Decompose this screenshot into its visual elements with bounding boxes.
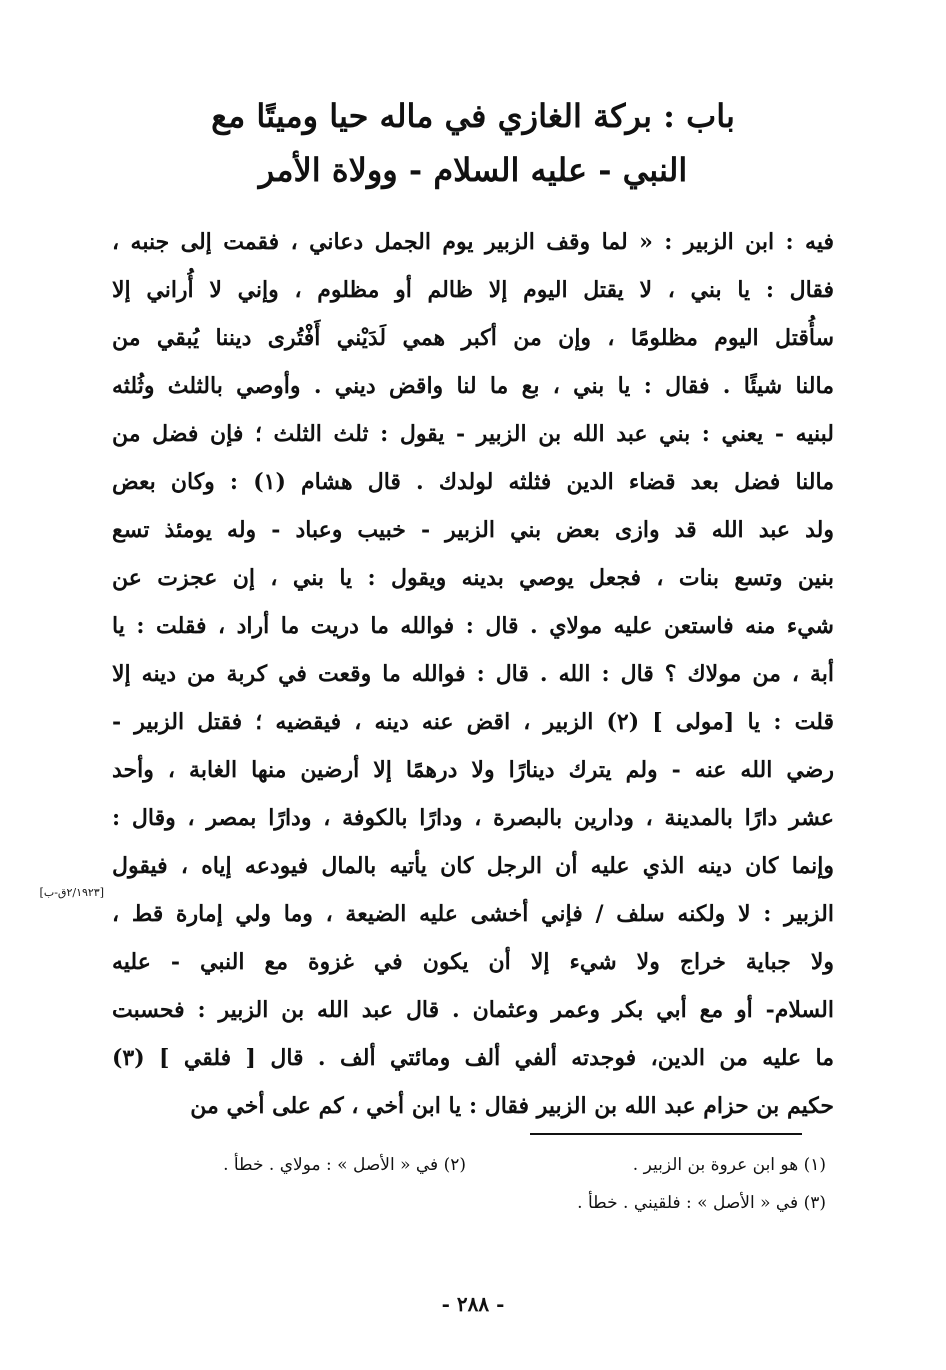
- text-line: أبة ، من مولاك ؟ قال : الله . قال : فوالله ما وقعت في كربة من دينه إلا: [112, 661, 834, 687]
- chapter-title-line-2: النبي - عليه السلام - وولاة الأمر: [258, 151, 688, 189]
- text-line: شيء منه فاستعن عليه مولاي . قال : فوالله ما دريت ما أراد ، فقلت : يا: [112, 613, 834, 639]
- chapter-title-line-1: باب : بركة الغازي في ماله حيا وميتًا مع: [211, 97, 735, 135]
- text-line: حكيم بن حزام عبد الله بن الزبير فقال : يا ابن أخي ، كم على أخي من: [190, 1093, 834, 1119]
- text-line: عشر دارًا بالمدينة ، ودارين بالبصرة ، ودارًا بالكوفة ، ودارًا بمصر ، وقال :: [112, 805, 834, 831]
- text-line: فيه : ابن الزبير : « لما وقف الزبير يوم الجمل دعاني ، فقمت إلى جنبه ،: [112, 229, 834, 255]
- page-number: - ٢٨٨ -: [441, 1292, 505, 1316]
- text-line: وإنما كان دينه الذي عليه أن الرجل كان يأتيه بالمال فيودعه إياه ، فيقول: [112, 853, 834, 879]
- text-line: السلام- أو مع أبي بكر وعمر وعثمان . قال عبد الله بن الزبير : فحسبت: [112, 997, 834, 1023]
- text-line: مالنا فضل بعد قضاء الدين فثلثه لولدك . قال هشام (١) : وكان بعض: [112, 469, 834, 495]
- text-line: ما عليه من الدين، فوجدته ألفي ألف ومائتي ألف . قال [ فلقي ] (٣): [112, 1045, 834, 1071]
- footnote-2: (٢) في « الأصل » : مولاي . خطأ .: [223, 1155, 466, 1175]
- footnote-separator: [530, 1133, 802, 1135]
- text-line: ولا جباية خراج ولا شيء إلا أن يكون في غزوة مع النبي - عليه: [112, 949, 834, 975]
- footnote-1: (١) هو ابن عروة بن الزبير .: [632, 1155, 826, 1175]
- text-line: بنين وتسع بنات ، فجعل يوصي بدينه ويقول : يا بني ، إن عجزت عن: [112, 565, 834, 591]
- text-line: قلت : يا [مولى ] (٢) الزبير ، اقض عنه دينه ، فيقضيه ؛ فقتل الزبير -: [112, 709, 834, 735]
- manuscript-folio-note: [٢/١٩٢٣ق-ب]: [39, 886, 104, 899]
- hadith-text: [112, 218, 834, 1130]
- text-line: ولد عبد الله قد وازى بعض بني الزبير - خبيب وعباد - وله يومئذ تسع: [112, 517, 834, 543]
- text-line: لبنيه - يعني : بني عبد الله بن الزبير - يقول : ثلث الثلث ؛ فإن فضل من: [112, 421, 834, 447]
- text-line: فقال : يا بني ، لا يقتل اليوم إلا ظالم أو مظلوم ، وإني لا أُراني إلا: [112, 277, 834, 303]
- text-line: مالنا شيئًا . فقال : يا بني ، بع ما لنا واقض ديني . وأوصي بالثلث وثُلثه: [112, 373, 834, 399]
- text-line: الزبير : لا ولكنه سلف / فإني أخشى عليه الضيعة ، وما ولي إمارة قط ،: [112, 901, 834, 927]
- footnote-3: (٣) في « الأصل » : فلقيني . خطأ .: [577, 1193, 826, 1213]
- text-line: سأُقتل اليوم مظلومًا ، وإن من أكبر همي لَدَيْني أَفْتُرى ديننا يُبقي من: [112, 325, 834, 351]
- text-line: رضي الله عنه - ولم يترك دينارًا ولا درهمًا إلا أرضين منها الغابة ، وأحد: [112, 757, 834, 783]
